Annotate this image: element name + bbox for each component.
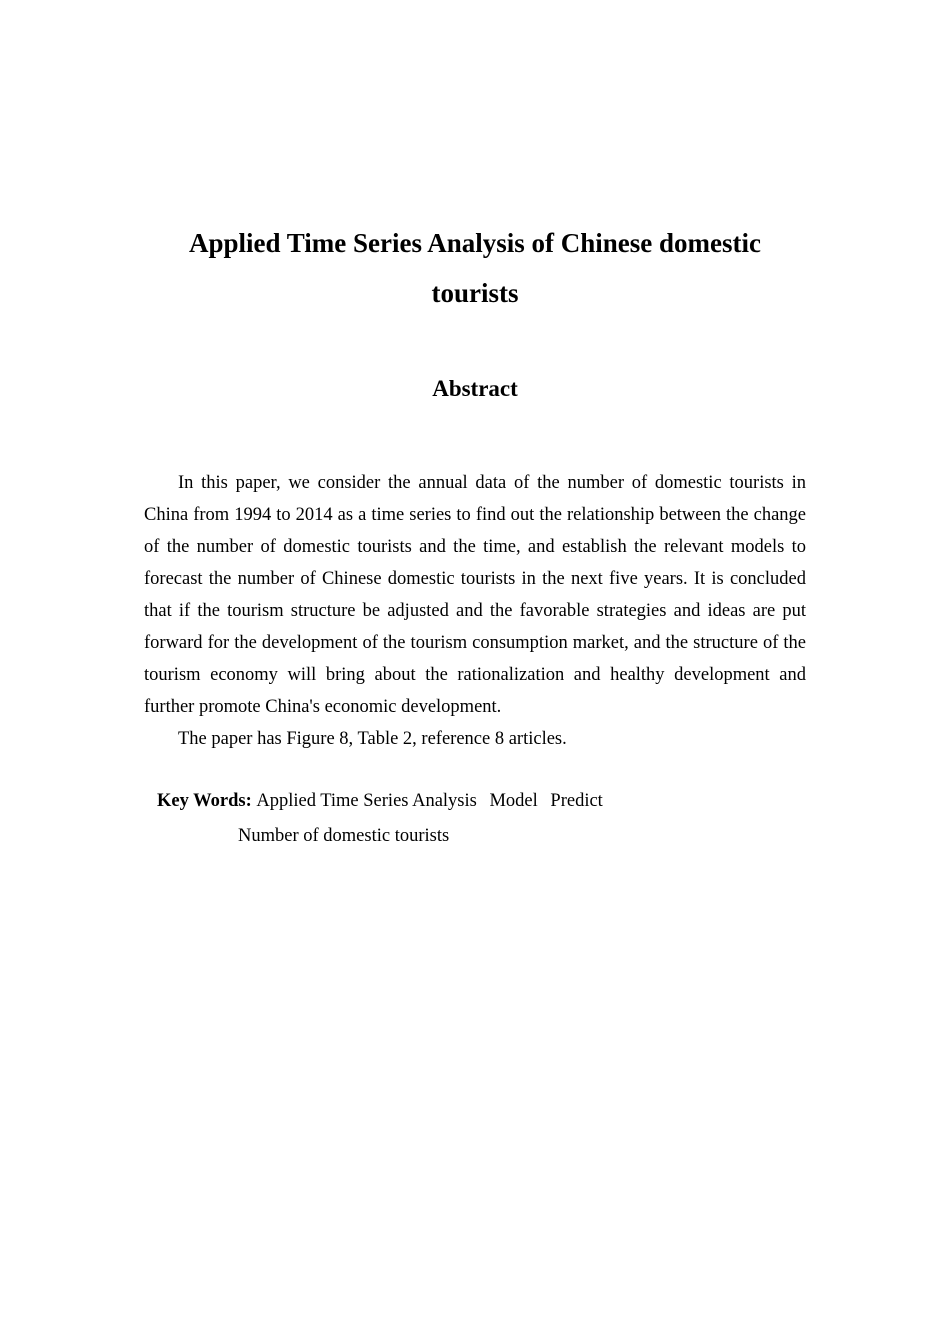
- abstract-paragraph: In this paper, we consider the annual data of the number of domestic tourists in China from 1994 to 2014 as a time series to find out the relationship between the change of the number of domestic tourists and the time, and establish the relevant models to forecast the number of Chinese domestic tourists in the next five years. It is concluded that if the tourism structure be adjusted and the favorable strategies and ideas are put forward for the development of the tourism consumption market, and the structure of the tourism economy will bring about the rationalization and healthy development and further promote China's economic development.: [144, 473, 806, 717]
- abstract-paragraph: The paper has Figure 8, Table 2, reference 8 articles.: [178, 729, 567, 749]
- keyword: Applied Time Series Analysis: [256, 791, 477, 811]
- keyword: Model: [489, 791, 538, 811]
- keyword: Predict: [550, 791, 603, 811]
- abstract-body: [144, 467, 806, 755]
- keywords-block: [157, 784, 797, 854]
- keywords-label: Key Words:: [157, 791, 257, 811]
- paper-title: Applied Time Series Analysis of Chinese domestic tourists: [188, 228, 762, 308]
- abstract-heading: Abstract: [432, 376, 518, 401]
- keyword: Number of domestic tourists: [238, 826, 450, 846]
